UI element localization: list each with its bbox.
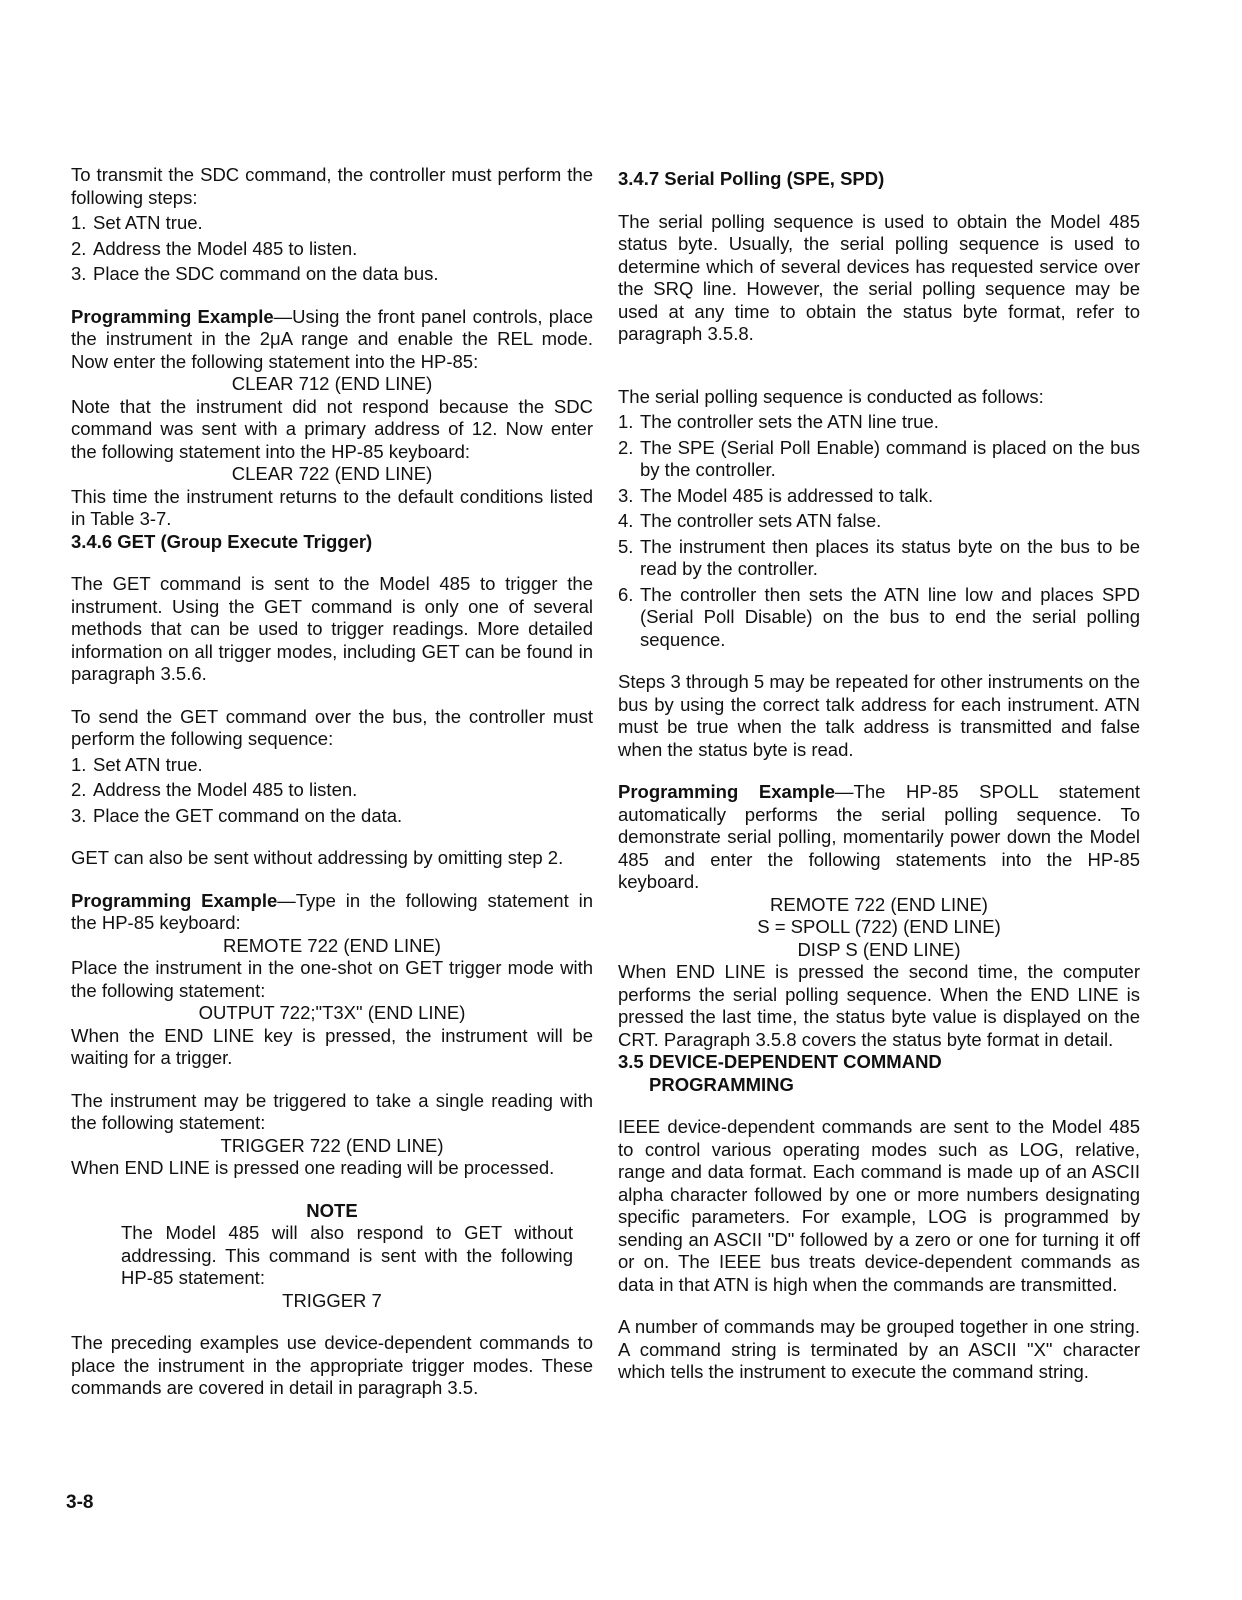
list-item: 4. The controller sets ATN false. — [618, 510, 882, 531]
serial-poll-paragraph-1: The serial polling sequence is used to obtain the Model 485 status byte. Usually, the serial polling sequence is used to determine which of several devices has requested service over the SRQ line. However, the serial polling sequence may be used at any time to obtain the status byte format, refer to paragraph 3.5.8. — [618, 210, 1140, 344]
list-item: 3. Place the SDC command on the data bus. — [71, 263, 439, 284]
code-remote-722: REMOTE 722 (END LINE) — [223, 934, 441, 956]
code-clear-712: CLEAR 712 (END LINE) — [231, 373, 433, 394]
list-item: 1. Set ATN true. — [71, 753, 203, 775]
list-item: 2. Address the Model 485 to listen. — [71, 779, 358, 800]
note-text: The Model 485 will also respond to GET without addressing. This command is sent with the following HP-85 statement: — [121, 1222, 573, 1288]
trigger-result-paragraph: When END LINE is pressed one reading will be processed. — [71, 1157, 555, 1178]
page-number: 3-8 — [66, 1492, 94, 1513]
get-steps-list — [71, 754, 593, 828]
device-dependent-paragraph-1: IEEE device-dependent commands are sent to the Model 485 to control various operating modes such as LOG, relative, range and data format. Each command is made up of an ASCII alpha character followed by one or more numbers designating specific parameters. For example, LOG is programmed by sending an ASCII "D" followed by a zero or one for turning it off or on. The IEEE bus treats device-dependent commands as data in that ATN is high when the commands are transmitted. — [618, 1116, 1140, 1295]
sdc-note-paragraph: Note that the instrument did not respond because the SDC command was sent with a primary address of 12. Now enter the following statement into the HP-85 keyboard: — [71, 395, 593, 462]
code-trigger-7: TRIGGER 7 — [282, 1289, 382, 1311]
code-trigger-722: TRIGGER 722 (END LINE) — [220, 1134, 444, 1156]
list-item: 2. The SPE (Serial Poll Enable) command is placed on the bus by the controller. — [618, 436, 1140, 480]
section-heading-serial-polling: 3.4.7 Serial Polling (SPE, SPD) — [618, 168, 885, 189]
left-column — [71, 164, 593, 1400]
sdc-intro: To transmit the SDC command, the controller must perform the following steps: — [71, 164, 593, 208]
sdc-result-paragraph: This time the instrument returns to the default conditions listed in Table 3-7. — [71, 485, 593, 529]
code-spoll: S = SPOLL (722) (END LINE) — [757, 916, 1001, 937]
get-paragraph-3: GET can also be sent without addressing by omitting step 2. — [71, 847, 564, 868]
list-item: 3. The Model 485 is addressed to talk. — [618, 484, 934, 506]
code-remote-722-b: REMOTE 722 (END LINE) — [770, 893, 988, 915]
list-item: 1. Set ATN true. — [71, 212, 203, 233]
programming-example-3: Programming Example—The HP-85 SPOLL statement automatically performs the serial polling sequence. To demonstrate serial polling, momentarily power down the Model 485 and enter the following statements into the HP-85 keyboard. — [618, 781, 1140, 892]
serial-poll-paragraph-2: The serial polling sequence is conducted as follows: — [618, 385, 1044, 407]
section-heading-get: 3.4.6 GET (Group Execute Trigger) — [71, 530, 373, 552]
note-title: NOTE — [306, 1199, 358, 1221]
list-item: 1. The controller sets the ATN line true. — [618, 411, 939, 432]
list-item: 6. The controller then sets the ATN line low and places SPD (Serial Poll Disable) on the bus to end the serial polling sequence. — [618, 583, 1140, 650]
code-clear-722: CLEAR 722 (END LINE) — [231, 463, 433, 484]
sdc-steps-list — [71, 212, 593, 286]
get-paragraph-1: The GET command is sent to the Model 485 to trigger the instrument. Using the GET command is only one of several methods that can be used to trigger readings. More detailed information on all trigger modes, including GET can be found in paragraph 3.5.6. — [71, 573, 593, 684]
trigger-paragraph: The instrument may be triggered to take a single reading with the following statement: — [71, 1089, 593, 1133]
programming-example-2: Programming Example—Type in the following statement in the HP-85 keyboard: — [71, 889, 593, 933]
right-column — [618, 168, 1140, 1384]
device-dependent-paragraph-2: A number of commands may be grouped together in one string. A command string is terminated by an ASCII "X" character which tells the instrument to execute the command string. — [618, 1316, 1140, 1382]
list-item: 5. The instrument then places its status byte on the bus to be read by the controller. — [618, 535, 1140, 579]
section-heading-device-dependent: 3.5 DEVICE-DEPENDENT COMMAND PROGRAMMING — [618, 1051, 942, 1095]
programming-example-1: Programming Example—Using the front panel controls, place the instrument in the 2μA range and enable the REL mode. Now enter the following statement into the HP-85: — [71, 305, 593, 372]
code-disp-s: DISP S (END LINE) — [797, 938, 961, 960]
get-paragraph-2: To send the GET command over the bus, the controller must perform the following sequence: — [71, 705, 593, 749]
trigger-mode-paragraph: Place the instrument in the one-shot on GET trigger mode with the following statement: — [71, 957, 593, 1001]
list-item: 3. Place the GET command on the data. — [71, 804, 403, 826]
final-paragraph: The preceding examples use device-dependent commands to place the instrument in the appropriate trigger modes. These commands are covered in detail in paragraph 3.5. — [71, 1332, 593, 1398]
serial-poll-paragraph-3: Steps 3 through 5 may be repeated for other instruments on the bus by using the correct talk address for each instrument. ATN must be true when the talk address is transmitted and false when the status byte is read. — [618, 671, 1140, 760]
list-item: 2. Address the Model 485 to listen. — [71, 237, 358, 259]
serial-poll-steps-list — [618, 411, 1140, 651]
code-output-722: OUTPUT 722;"T3X" (END LINE) — [198, 1002, 466, 1023]
spoll-result-paragraph: When END LINE is pressed the second time, the computer performs the serial polling sequence. When the END LINE is pressed the last time, the status byte value is displayed on the CRT. Paragraph 3.5.8 covers the status byte format in detail. — [618, 961, 1140, 1050]
waiting-trigger-paragraph: When the END LINE key is pressed, the instrument will be waiting for a trigger. — [71, 1024, 593, 1068]
